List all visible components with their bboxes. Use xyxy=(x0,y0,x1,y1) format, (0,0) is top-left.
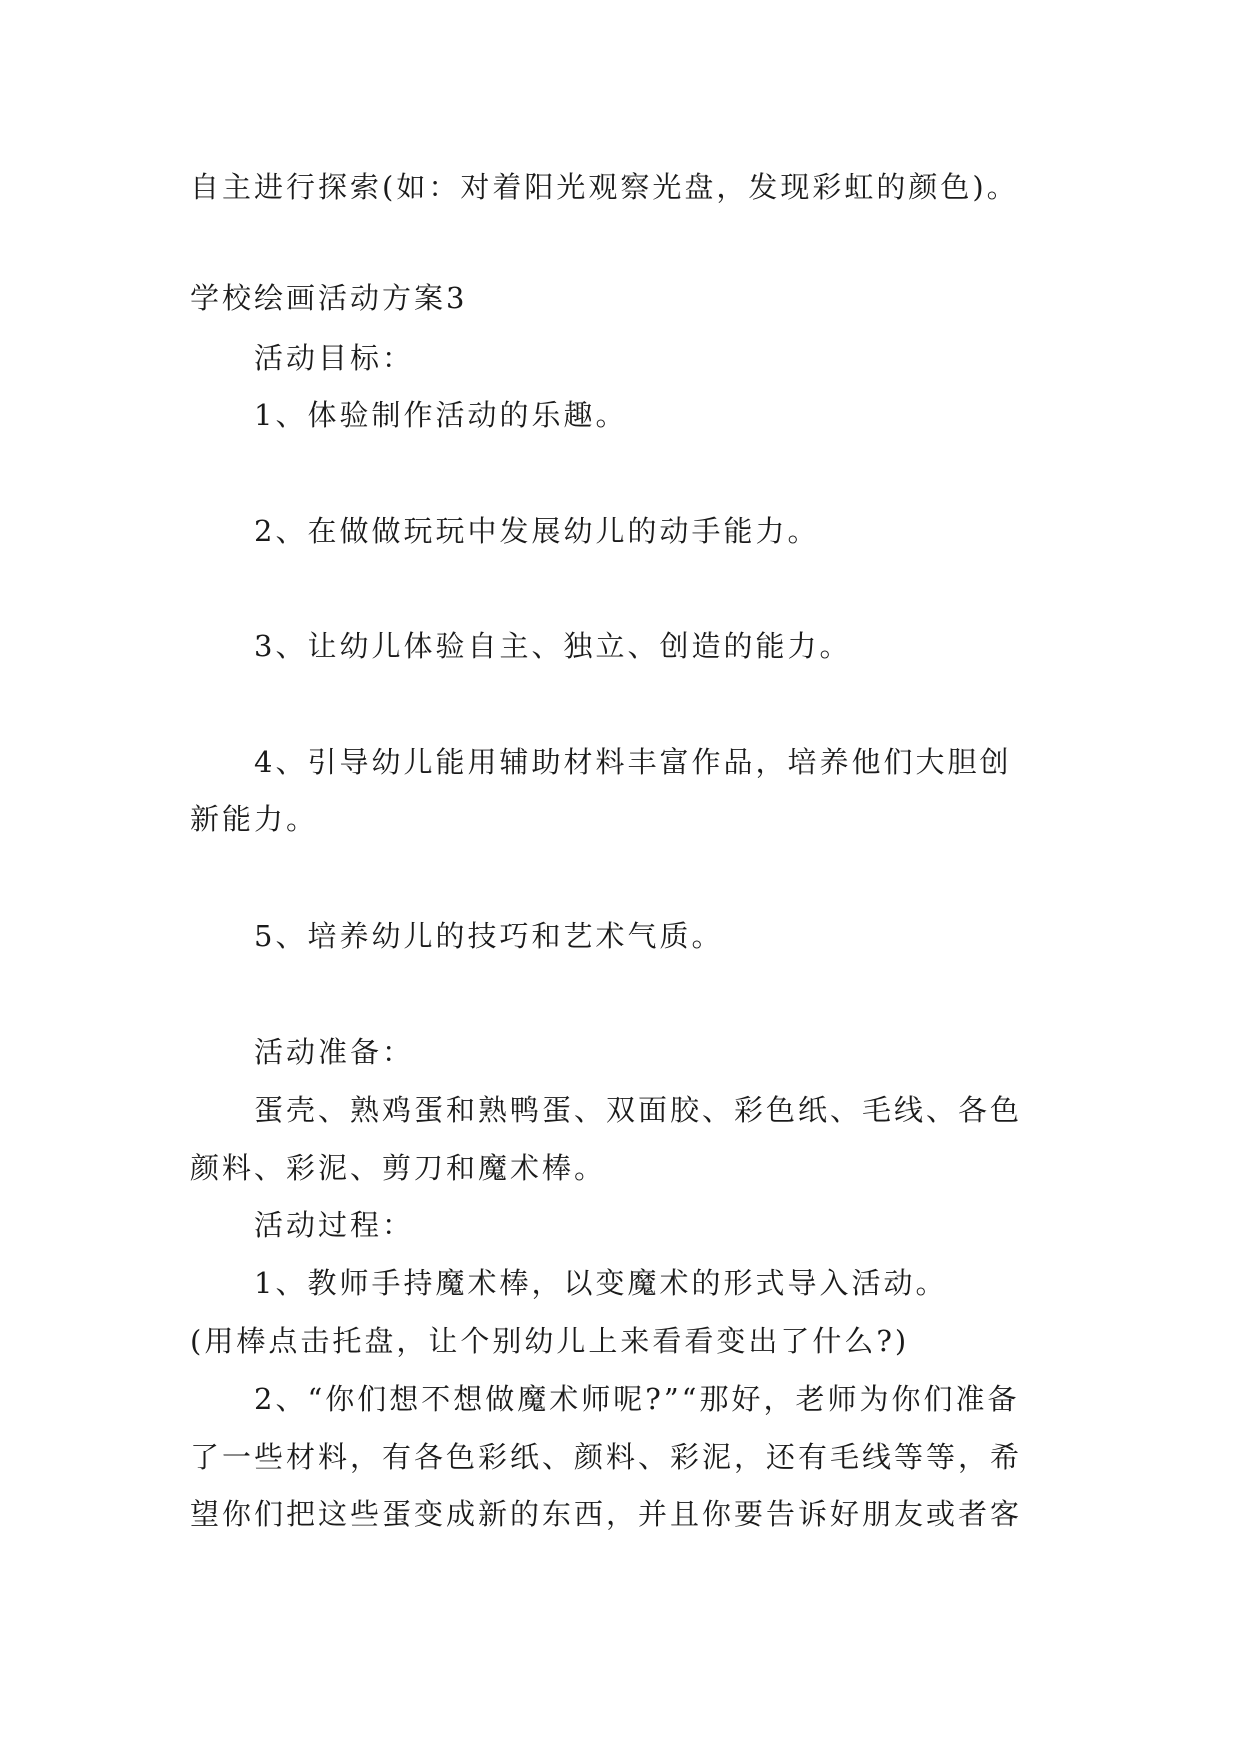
goal-item-2: 2、在做做玩玩中发展幼儿的动手能力。 xyxy=(254,514,820,548)
heading-activity-preparation: 活动准备： xyxy=(254,1035,415,1069)
goal-item-5: 5、培养幼儿的技巧和艺术气质。 xyxy=(254,919,724,953)
heading-activity-goals: 活动目标： xyxy=(254,341,415,375)
goal-item-1: 1、体验制作活动的乐趣。 xyxy=(254,398,628,432)
preparation-line-2: 颜料、彩泥、剪刀和魔术棒。 xyxy=(190,1151,607,1185)
process-item-1-note: (用棒点击托盘，让个别幼儿上来看看变出了什么?) xyxy=(190,1324,910,1358)
goal-item-3: 3、让幼儿体验自主、独立、创造的能力。 xyxy=(254,629,852,663)
preparation-line-1: 蛋壳、熟鸡蛋和熟鸭蛋、双面胶、彩色纸、毛线、各色 xyxy=(254,1093,1023,1127)
goal-item-4-continued: 新能力。 xyxy=(190,802,319,836)
heading-activity-process: 活动过程： xyxy=(254,1208,415,1242)
paragraph-line: 自主进行探索(如：对着阳光观察光盘，发现彩虹的颜色)。 xyxy=(190,170,1019,204)
process-item-1: 1、教师手持魔术棒，以变魔术的形式导入活动。 xyxy=(254,1266,948,1300)
process-item-2: 2、“你们想不想做魔术师呢?”“那好，老师为你们准备 xyxy=(254,1382,1020,1416)
section-title: 学校绘画活动方案3 xyxy=(190,281,468,315)
goal-item-4: 4、引导幼儿能用辅助材料丰富作品，培养他们大胆创 xyxy=(254,745,1012,779)
process-item-2-continued-1: 了一些材料，有各色彩纸、颜料、彩泥，还有毛线等等，希 xyxy=(190,1440,1023,1474)
process-item-2-continued-2: 望你们把这些蛋变成新的东西，并且你要告诉好朋友或者客 xyxy=(190,1497,1023,1531)
